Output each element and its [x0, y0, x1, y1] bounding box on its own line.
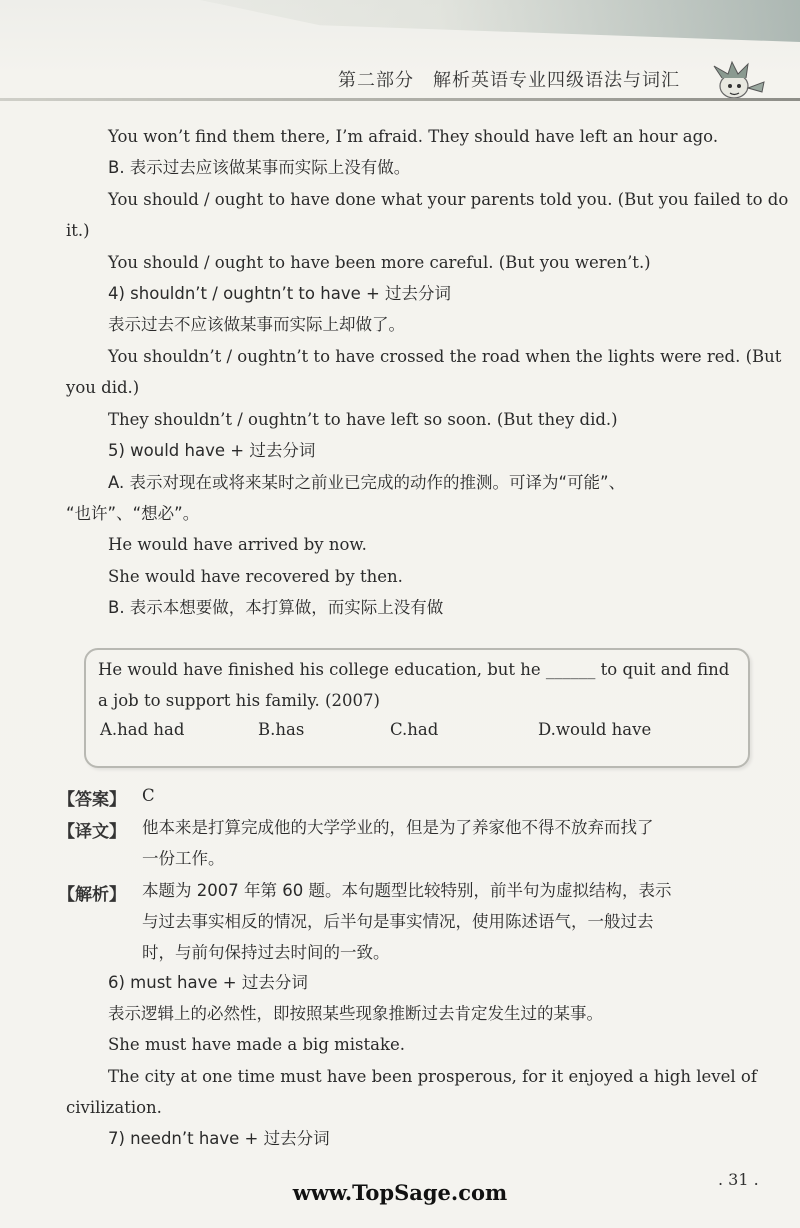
translation-text: 一份工作。: [142, 849, 225, 868]
option-c: C.had: [390, 720, 439, 739]
footer-url: www.TopSage.com: [292, 1180, 508, 1205]
text-line: “也许”、“想必”。: [66, 504, 200, 523]
question-text: a job to support his family. (2007): [98, 691, 380, 710]
text-line: She must have made a big mistake.: [108, 1035, 405, 1054]
text-line: You should / ought to have been more careful. (But you weren’t.): [108, 253, 651, 272]
option-b: B.has: [258, 720, 305, 739]
text-line: 4) shouldn’t / oughtn’t to have + 过去分词: [108, 284, 452, 303]
answer-value: C: [142, 786, 155, 805]
text-line: 5) would have + 过去分词: [108, 441, 316, 460]
option-d: D.would have: [538, 720, 652, 739]
analysis-text: 与过去事实相反的情况，后半句是事实情况，使用陈述语气，一般过去: [142, 912, 654, 931]
analysis-label: 【解析】: [58, 885, 126, 905]
text-line: 表示逻辑上的必然性，即按照某些现象推断过去肯定发生过的某事。: [108, 1004, 603, 1023]
text-line: You should / ought to have done what your parents told you. (But you failed to do: [108, 190, 789, 209]
analysis-text: 本题为 2007 年第 60 题。本句题型比较特别，前半句为虚拟结构，表示: [142, 881, 672, 900]
text-line: 6) must have + 过去分词: [108, 973, 308, 992]
text-line: A. 表示对现在或将来某时之前业已完成的动作的推测。可译为“可能”、: [108, 473, 626, 492]
text-line: She would have recovered by then.: [108, 567, 403, 586]
analysis-text: 时，与前句保持过去时间的一致。: [142, 943, 390, 962]
text-line: 7) needn’t have + 过去分词: [108, 1129, 330, 1148]
text-line: B. 表示过去应该做某事而实际上没有做。: [108, 158, 411, 177]
text-line: The city at one time must have been prosperous, for it enjoyed a high level of: [108, 1067, 757, 1086]
header-rule: [0, 98, 800, 101]
text-line: 表示过去不应该做某事而实际上却做了。: [108, 315, 405, 334]
text-line: it.): [66, 221, 90, 240]
page-header: [0, 40, 800, 96]
header-title: 第二部分 解析英语专业四级语法与词汇: [338, 70, 680, 91]
page-number: . 31 .: [718, 1170, 759, 1189]
text-line: you did.): [66, 378, 140, 397]
answer-label: 【答案】: [58, 790, 126, 810]
option-a: A.had had: [100, 720, 185, 739]
text-line: B. 表示本想要做，本打算做，而实际上没有做: [108, 598, 444, 617]
text-line: They shouldn’t / oughtn’t to have left so soon. (But they did.): [108, 410, 618, 429]
translation-label: 【译文】: [58, 822, 126, 842]
text-line: He would have arrived by now.: [108, 535, 367, 554]
text-line: You won’t find them there, I’m afraid. They should have left an hour ago.: [108, 127, 719, 146]
text-line: You shouldn’t / oughtn’t to have crossed the road when the lights were red. (But: [108, 347, 782, 366]
text-line: civilization.: [66, 1098, 162, 1117]
translation-text: 他本来是打算完成他的大学学业的，但是为了养家他不得不放弃而找了: [142, 818, 654, 837]
question-text: He would have finished his college education, but he ______ to quit and find: [98, 660, 730, 679]
